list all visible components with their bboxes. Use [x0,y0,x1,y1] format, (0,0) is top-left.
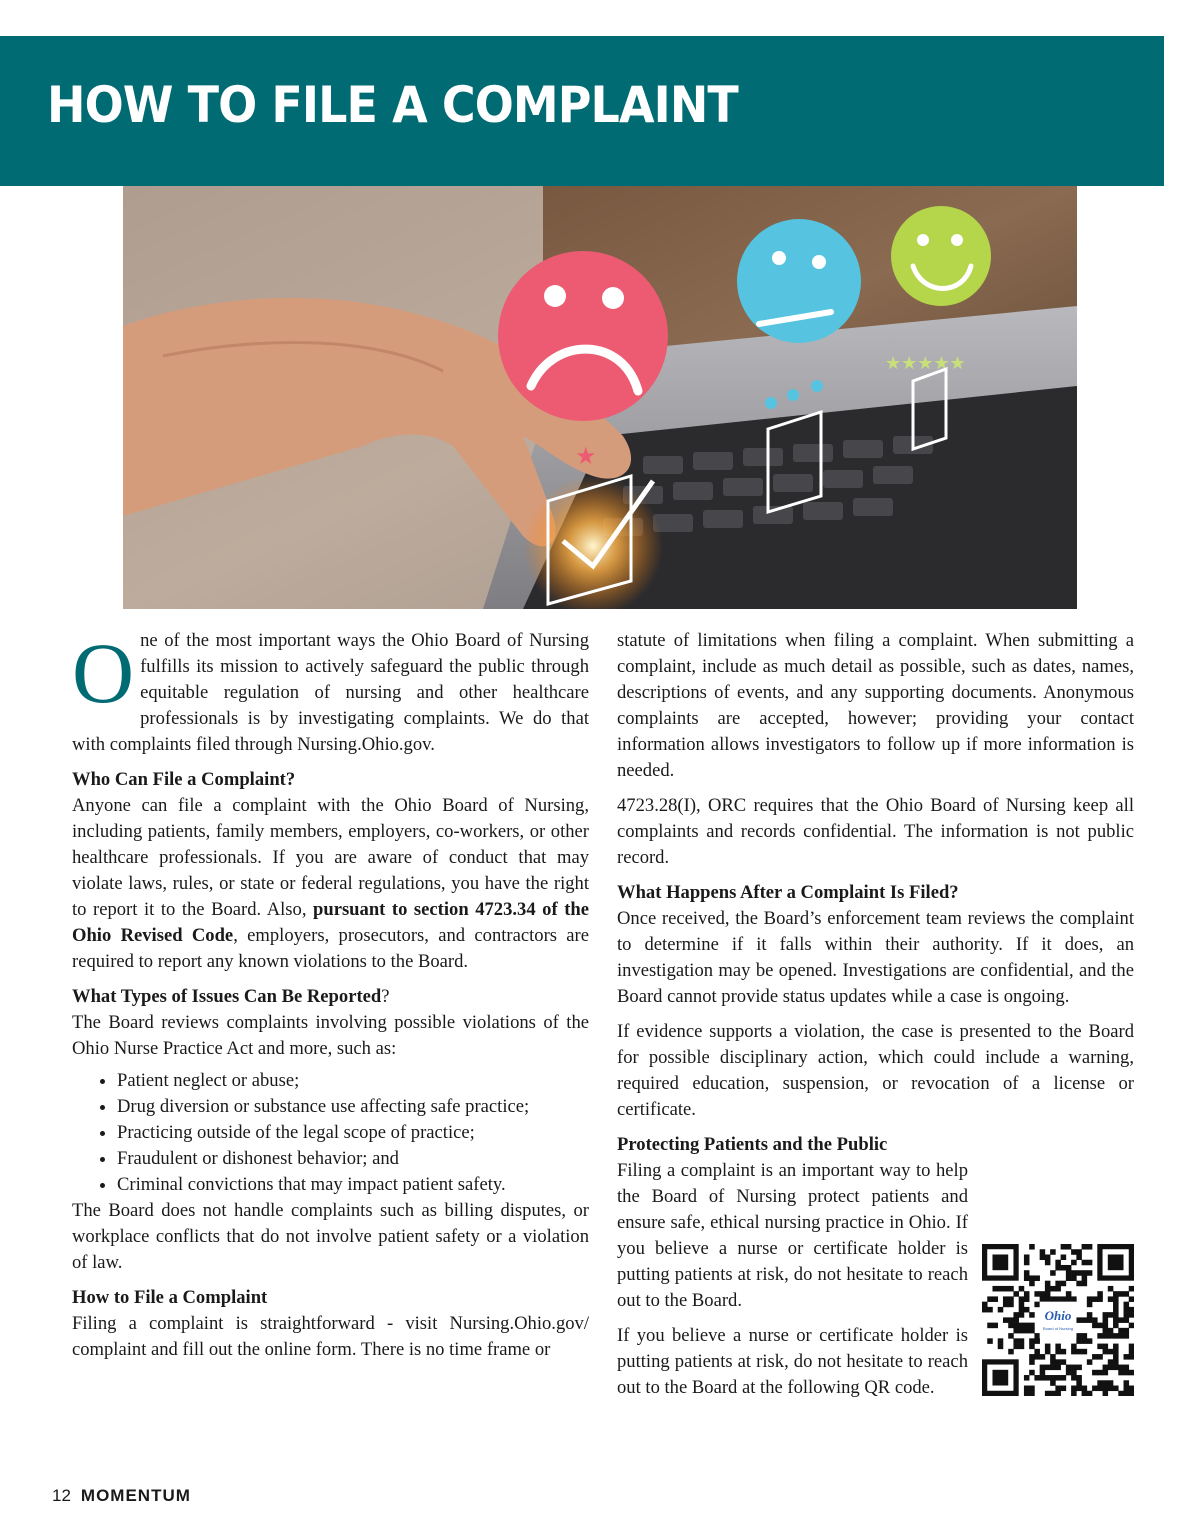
page-title: HOW TO FILE A COMPLAINT [47,76,738,134]
list-item: • Fraudulent or dishonest behavior; and [117,1146,589,1172]
title-banner [0,36,1164,186]
how-paragraph-left: Filing a complaint is straightforward - visit Nursing.Ohio.gov/ complaint and fill out the online form. There is no time frame or [72,1313,589,1360]
svg-text:★★★★★: ★★★★★ [885,353,966,374]
after-paragraph-2: If evidence supports a violation, the case is presented to the Board for possible disciplinary action, which could include a warning, required education, suspension, or revocation of a license or certificate. [617,1021,1134,1120]
qr-logo-text: Ohio [1044,1308,1072,1323]
how-heading: How to File a Complaint [72,1287,268,1308]
protect-heading: Protecting Patients and the Public [617,1134,888,1155]
intro-paragraph: One of the most important ways the Ohio Board of Nursing fulfills its mission to actively safeguard the public through equitable regulation of nursing and other healthcare professionals is by investigating complaints. We do that with complaints filed through Nursing.Ohio.gov. [72,625,589,755]
types-outro: The Board does not handle complaints such as billing disputes, or workplace conflicts that do not involve patient safety or a violation of law. [72,1200,589,1273]
star-icon: ★ [575,442,597,470]
magazine-name: MOMENTUM [80,1486,191,1505]
drop-cap: O [72,625,135,721]
protect-paragraph-2: If you believe a nurse or certificate holder is putting patients at risk, do not hesitate to reach out to the Board at the following QR code. [617,1325,968,1398]
qr-logo-subtext: Board of Nursing [1042,1326,1074,1331]
sad-face-icon [498,251,668,421]
page-footer [52,1486,191,1506]
list-item: • Drug diversion or substance use affecting safe practice; [117,1094,589,1120]
issues-list [72,1068,589,1198]
protect-paragraph-1: Filing a complaint is an important way to help the Board of Nursing protect patients and ensure safe, ethical nursing practice in Ohio. If you believe a nurse or certificate holder is putting patients at risk, do not hesitate to reach out to the Board. [617,1160,968,1311]
after-heading: What Happens After a Complaint Is Filed? [617,882,959,903]
right-column [617,628,1134,1410]
after-paragraph-1: Once received, the Board’s enforcement team reviews the complaint to determine if it falls within their authority. If it does, an investigation may be opened. Investigations are confidential, and the Board cannot provide status updates while a case is ongoing. [617,908,1134,1007]
section-reference: pursuant to section 4723.34 of the Ohio Revised Code [72,899,590,946]
qr-code[interactable] [982,1244,1134,1396]
who-paragraph: Anyone can file a complaint with the Ohio Board of Nursing, including patients, family members, employers, co-workers, or other healthcare professionals. If you are aware of conduct that may violate laws, rules, or state or federal regulations, you have the right to report it to the Board. Also, pursuant to section 4723.34 of the Ohio Revised Code, employers, prosecutors, and contractors are required to report any known violations to the Board. [72,795,590,972]
list-item: • Criminal convictions that may impact patient safety. [117,1172,589,1198]
how-paragraph-right: statute of limitations when filing a complaint. When submitting a complaint, include as much detail as possible, such as dates, names, descriptions of events, and any supporting documents. Anonymous complaints are accepted, however; providing your contact information allows investigators to follow up if more information is needed. [617,630,1134,781]
page-number: 12 [52,1486,71,1505]
who-heading: Who Can File a Complaint? [72,769,296,790]
confidential-paragraph: 4723.28(I), ORC requires that the Ohio Board of Nursing keep all complaints and records confidential. The information is not public record. [617,795,1134,868]
list-item: • Patient neglect or abuse; [117,1068,589,1094]
types-intro: The Board reviews complaints involving possible violations of the Ohio Nurse Practice Act and more, such as: [72,1012,589,1059]
hero-photo [123,186,1077,609]
types-heading: What Types of Issues Can Be Reported? [72,986,390,1007]
list-item: • Practicing outside of the legal scope of practice; [117,1120,589,1146]
left-column [72,625,590,1372]
